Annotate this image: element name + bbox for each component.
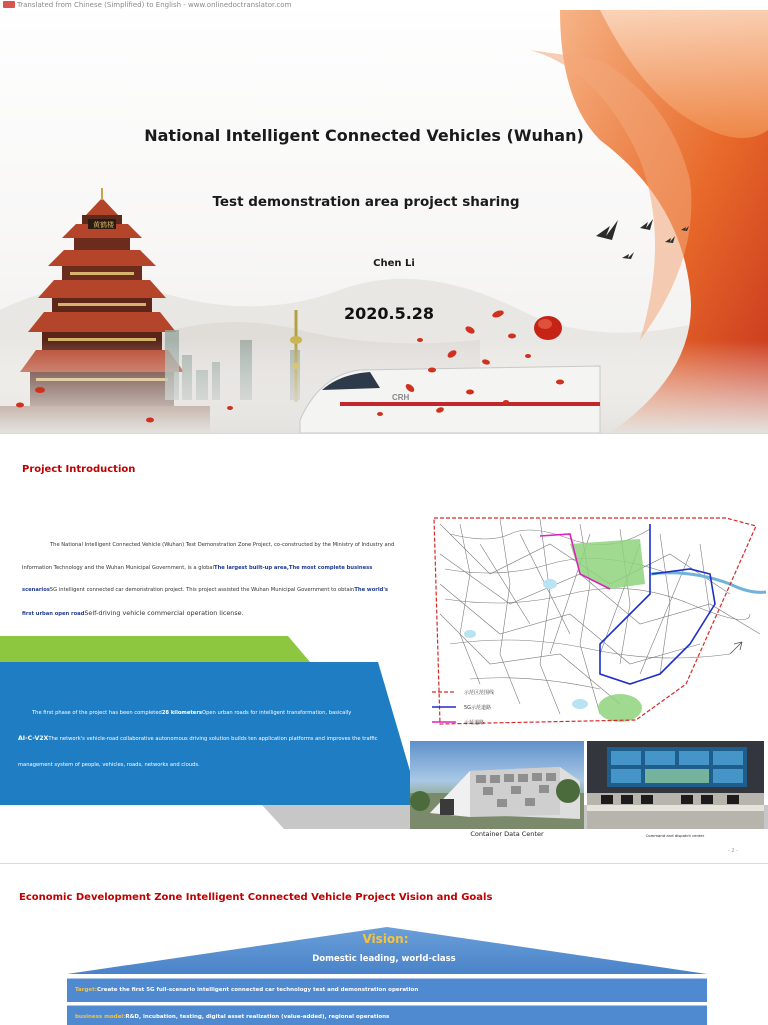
target-text: Create the first 5G full-scenario intelligent connected car technology test and demonstration operation <box>96 987 419 993</box>
legend-demo-road: 示范道路 <box>464 720 485 726</box>
business-model-bar <box>67 1005 707 1025</box>
command-center-photo <box>587 741 764 829</box>
target-bar <box>67 978 707 1002</box>
container-data-center-photo <box>410 741 584 829</box>
page-number: - 2 - <box>728 848 738 854</box>
business-model-key: business model: <box>75 1014 126 1020</box>
project-introduction-slide <box>0 433 768 864</box>
tower-sign: 黄鹤楼 <box>93 221 114 229</box>
caption-command-center: Command and dispatch center <box>645 833 705 838</box>
slide-title: National Intelligent Connected Vehicles (Wuhan) <box>144 126 584 145</box>
vision-label: Vision: <box>362 932 409 946</box>
vision-statement: Domestic leading, world-class <box>312 954 456 964</box>
svg-text:CRH: CRH <box>392 393 410 402</box>
phase-one-summary: The first phase of the project has been completed28 kilometersOpen urban roads for intelligent transformation, basically AI-C-V2XThe network's vehicle-road collaborative autonomous driving solution builds ten application platforms and improves the traffic management system of people, vehicles, roads, networks and clouds. <box>18 710 378 768</box>
legend-boundary: 示范区范围线 <box>464 690 495 696</box>
business-model-text: R&D, incubation, testing, digital asset realization (value-added), regional operations <box>125 1014 390 1020</box>
translation-banner[interactable] <box>0 0 300 10</box>
target-key: Target: <box>75 987 97 993</box>
author-name: Chen Li <box>373 258 415 269</box>
translator-logo-icon <box>3 1 15 8</box>
intro-paragraph: The National Intelligent Connected Vehicle (Wuhan) Test Demonstration Zone Project, co-constructed by the Ministry of Industry and Information Technology and the Wuhan Municipal Government, is a globalThe largest built-up area,The most complete business scenarios5G intelligent connected car demonstration project. This project assisted the Wuhan Municipal Government to obtainThe world's first urban open roadSelf-driving vehicle commercial operation license. <box>22 542 395 617</box>
translation-banner-text: Translated from Chinese (Simplified) to English - www.onlinedoctranslator.com <box>17 1 292 9</box>
title-slide-artwork <box>0 10 768 433</box>
demonstration-zone-map <box>430 514 766 728</box>
section-heading: Project Introduction <box>22 464 136 475</box>
caption-data-center: Container Data Center <box>470 830 544 838</box>
green-accent-band <box>0 636 310 662</box>
title-slide <box>0 10 768 433</box>
presentation-date: 2020.5.28 <box>343 304 435 323</box>
slide-subtitle: Test demonstration area project sharing <box>212 194 520 210</box>
legend-5g-road: 5G示范道路 <box>464 705 492 711</box>
vision-goals-slide <box>0 863 768 1025</box>
train-icon <box>300 366 600 433</box>
section-heading: Economic Development Zone Intelligent Connected Vehicle Project Vision and Goals <box>19 892 493 903</box>
